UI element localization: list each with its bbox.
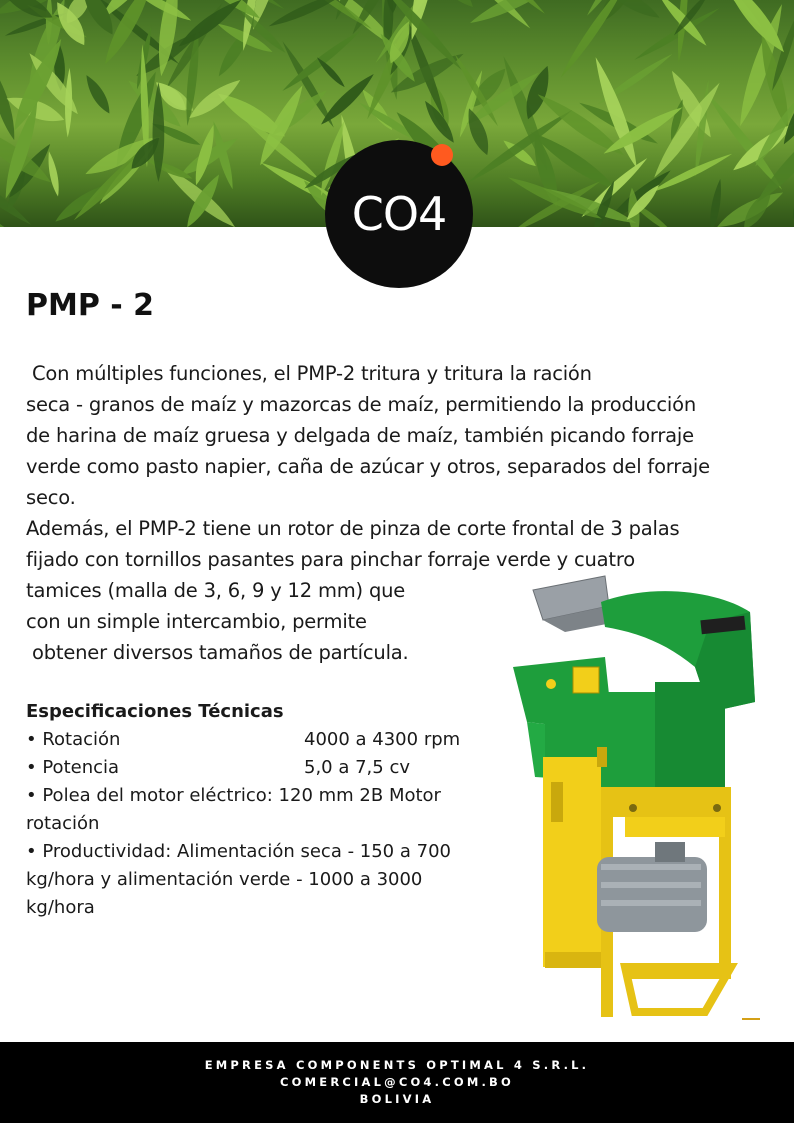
forage-chopper-machine (505, 572, 775, 1022)
description-line: seco. (26, 486, 76, 509)
description-line: tamices (malla de 3, 6, 9 y 12 mm) que (26, 579, 406, 602)
product-title: PMP - 2 (26, 288, 155, 323)
spec-label: • Rotación (26, 729, 121, 750)
corn-leaf (422, 0, 478, 12)
corn-leaf (64, 68, 73, 138)
co4-logo (325, 140, 473, 288)
footer-country: BOLIVIA (359, 1092, 435, 1106)
footer (0, 1042, 794, 1123)
corn-leaf (82, 72, 115, 116)
accent-dash (742, 1018, 760, 1020)
spec-row-power (26, 754, 496, 782)
description-line: con un simple intercambio, permite (26, 610, 367, 633)
spec-productivity-cont: kg/hora y alimentación verde - 1000 a 3000 (26, 869, 423, 890)
description-line: obtener diversos tamaños de partícula. (26, 641, 409, 664)
spec-label: • Potencia (26, 757, 120, 778)
description-line: fijado con tornillos pasantes para pinchar forraje verde y cuatro (26, 548, 635, 571)
spec-productivity-cont: kg/hora (26, 897, 95, 918)
description-line: seca - granos de maíz y mazorcas de maíz, permitiendo la producción (26, 393, 696, 416)
specs-title: Especificaciones Técnicas (26, 701, 284, 722)
corn-leaf (315, 55, 347, 89)
description-line: Con múltiples funciones, el PMP-2 tritura y tritura la ración (26, 362, 592, 385)
logo-text: CO4 (351, 187, 447, 241)
footer-company: EMPRESA COMPONENTS OPTIMAL 4 S.R.L. (204, 1058, 590, 1072)
spec-value: 4000 a 4300 rpm (304, 729, 461, 750)
corn-leaf (707, 178, 724, 227)
description-line: verde como pasto napier, caña de azúcar y otros, separados del forraje (26, 455, 710, 478)
corn-leaf (787, 172, 794, 223)
spec-pulley: • Polea del motor eléctrico: 120 mm 2B Motor (26, 785, 441, 806)
spec-value: 5,0 a 7,5 cv (304, 757, 410, 778)
corn-leaf (557, 0, 632, 80)
corn-leaf (649, 150, 734, 195)
spec-productivity: • Productividad: Alimentación seca - 150 a 700 (26, 841, 451, 862)
description-line: de harina de maíz gruesa y delgada de maíz, también picando forraje (26, 424, 694, 447)
corn-leaf (45, 150, 61, 197)
spec-pulley-cont: rotación (26, 813, 100, 834)
corn-leaf (52, 181, 108, 226)
logo-orange-dot (431, 144, 453, 166)
footer-email[interactable]: COMERCIAL@CO4.COM.BO (280, 1075, 514, 1089)
spec-row-rotation (26, 726, 496, 754)
description-line: Además, el PMP-2 tiene un rotor de pinza de corte frontal de 3 palas (26, 517, 680, 540)
technical-specifications (26, 698, 496, 922)
